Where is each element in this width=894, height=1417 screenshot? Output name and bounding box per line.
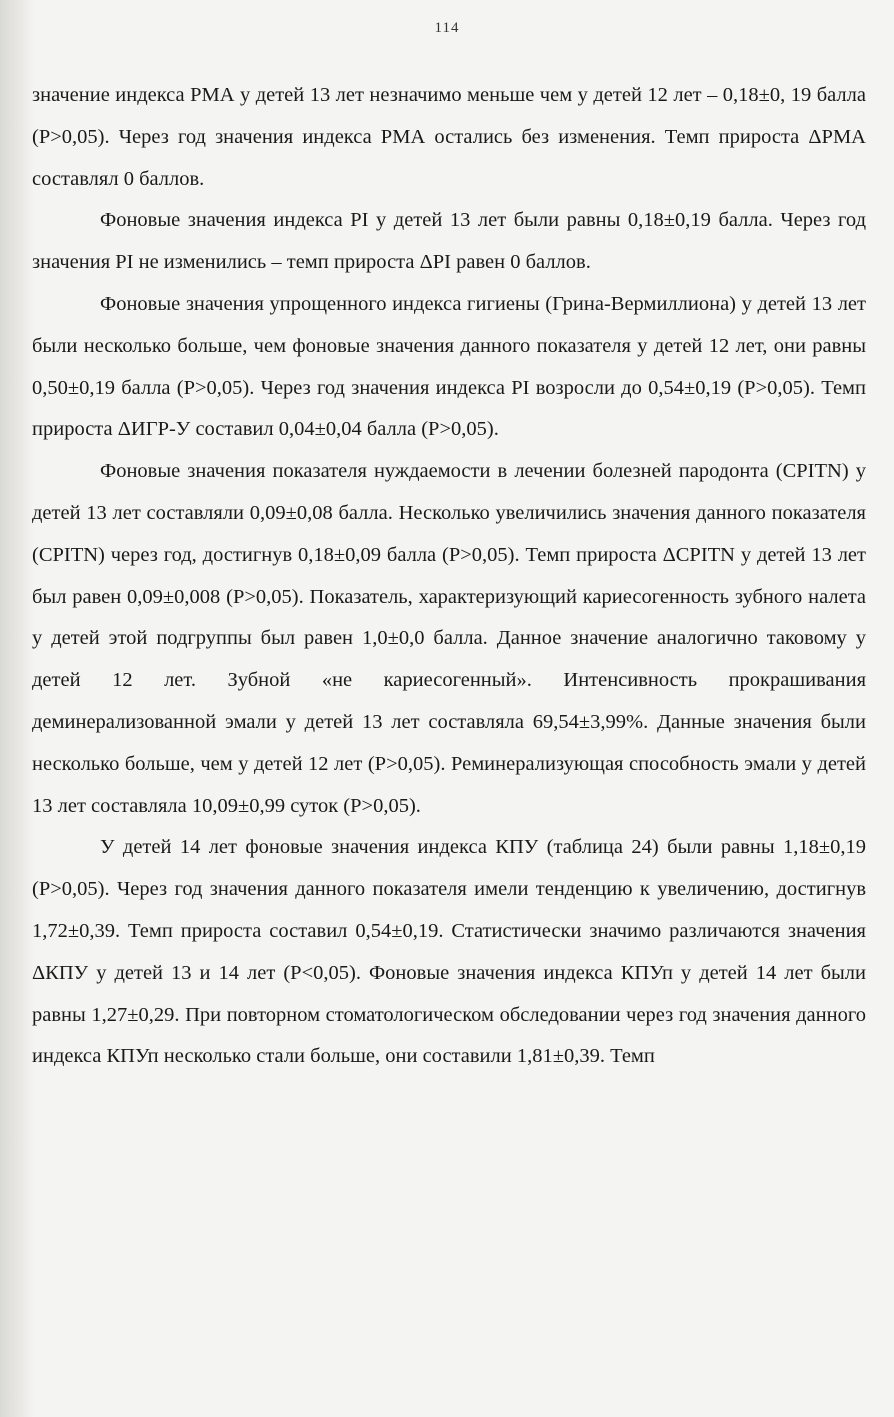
paragraph-5: У детей 14 лет фоновые значения индекса КПУ (таблица 24) были равны 1,18±0,19 (Р>0,05). Через год значения данного показателя имели тенденцию к увеличению, достигнув 1,72±0,39. Темп прироста составил 0,54±0,19. Статистически значимо различаются значения ΔКПУ у детей 13 и 14 лет (Р<0,05). Фоновые значения индекса КПУп у детей 14 лет были равны 1,27±0,29. При повторном стоматологическом обследовании через год значения данного индекса КПУп несколько стали больше, они составили 1,81±0,39. Темп [32, 836, 866, 1068]
paragraph-2: Фоновые значения индекса PI у детей 13 лет были равны 0,18±0,19 балла. Через год значения PI не изменились – темп прироста ΔPI равен 0 баллов. [32, 209, 866, 274]
scan-edge-shadow [0, 0, 34, 1417]
paragraph-3: Фоновые значения упрощенного индекса гигиены (Грина-Вермиллиона) у детей 13 лет были несколько больше, чем фоновые значения данного показателя у детей 12 лет, они равны 0,50±0,19 балла (Р>0,05). Через год значения индекса PI возросли до 0,54±0,19 (Р>0,05). Темп прироста ΔИГР-У составил 0,04±0,04 балла (Р>0,05). [32, 292, 866, 441]
paragraph-1: значение индекса РМА у детей 13 лет незначимо меньше чем у детей 12 лет – 0,18±0, 19 балла (Р>0,05). Через год значения индекса РМА остались без изменения. Темп прироста ΔРМА составлял 0 баллов. [32, 84, 866, 190]
page-number: 114 [434, 20, 460, 36]
body-text [32, 75, 866, 1078]
paragraph-4: Фоновые значения показателя нуждаемости в лечении болезней пародонта (CPITN) у детей 13 лет составляли 0,09±0,08 балла. Несколько увеличились значения данного показателя (CPITN) через год, достигнув 0,18±0,09 балла (Р>0,05). Темп прироста ΔCPITN у детей 13 лет был равен 0,09±0,008 (Р>0,05). Показатель, характеризующий кариесогенность зубного налета у детей этой подгруппы был равен 1,0±0,0 балла. Данное значение аналогично таковому у детей 12 лет. Зубной «не кариесогенный». Интенсивность прокрашивания деминерализованной эмали у детей 13 лет составляла 69,54±3,99%. Данные значения были несколько больше, чем у детей 12 лет (Р>0,05). Реминерализующая способность эмали у детей 13 лет составляла 10,09±0,99 суток (Р>0,05). [32, 460, 866, 817]
